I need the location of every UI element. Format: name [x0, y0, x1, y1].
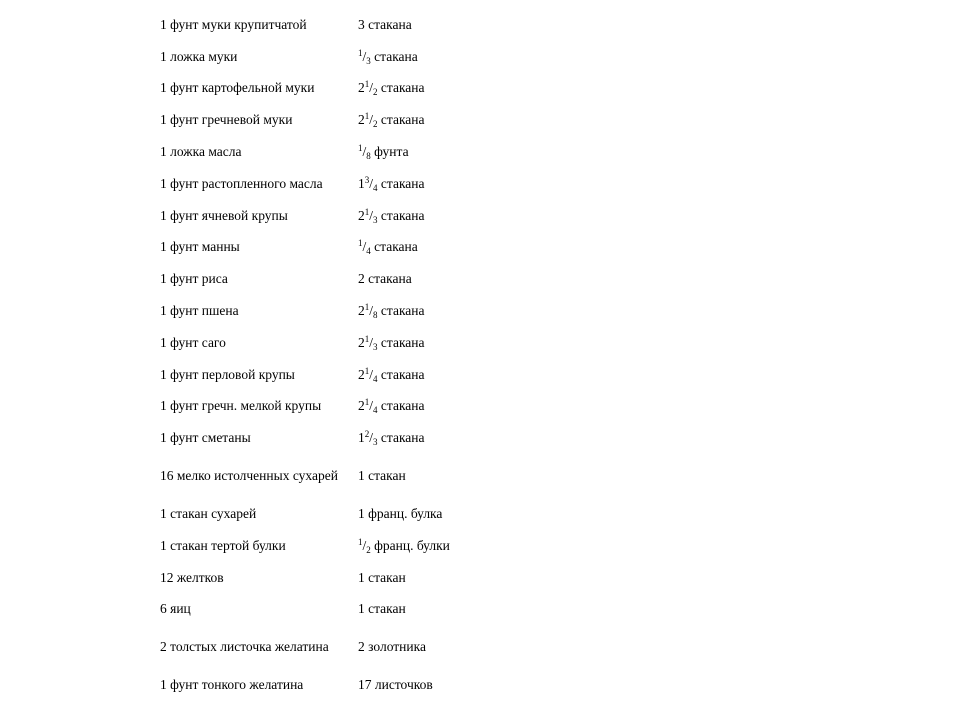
table-row	[156, 200, 476, 232]
amount-numerator: 1	[364, 206, 370, 217]
table-row	[156, 263, 476, 295]
amount-text: стакана	[377, 175, 425, 191]
amount-text: 17 листочков	[358, 677, 433, 693]
table-row	[156, 530, 476, 562]
amount-text: стакана	[377, 207, 425, 223]
amount-numerator: 1	[358, 536, 363, 547]
table-row	[156, 562, 476, 594]
amount-cell	[354, 625, 476, 669]
ingredient-cell: 1 фунт саго	[160, 334, 226, 350]
amount-numerator: 1	[364, 365, 370, 376]
amount-cell	[354, 454, 476, 498]
amount-denominator: 3	[373, 214, 378, 225]
amount-cell	[354, 669, 476, 701]
fraction-slash: /	[362, 48, 367, 64]
amount-cell	[354, 422, 476, 454]
table-row	[156, 168, 476, 200]
fraction-slash: /	[369, 175, 374, 191]
ingredient-cell: 16 мелко истолченных сухарей	[160, 468, 338, 484]
amount-whole: 2	[358, 112, 365, 128]
table-row	[156, 232, 476, 264]
amount-whole: 2	[358, 366, 365, 382]
amount-text: стакана	[370, 239, 418, 255]
table-row	[156, 594, 476, 626]
amount-denominator: 4	[373, 373, 378, 384]
table-row	[156, 454, 476, 498]
amount-cell	[354, 359, 476, 391]
fraction-slash: /	[369, 207, 374, 223]
fraction-slash: /	[369, 80, 374, 96]
table-row	[156, 422, 476, 454]
amount-text: 2 золотника	[358, 639, 426, 655]
ingredient-cell: 1 фунт ячневой крупы	[160, 207, 288, 223]
amount-text: фунта	[370, 144, 409, 160]
amount-text: стакана	[377, 80, 425, 96]
amount-cell	[354, 562, 476, 594]
fraction-slash: /	[362, 537, 367, 553]
table-row	[156, 669, 476, 701]
measures-table	[156, 9, 476, 701]
amount-text: стакана	[377, 303, 425, 319]
amount-denominator: 3	[366, 55, 371, 66]
table-row	[156, 391, 476, 423]
amount-text: 1 стакан	[358, 468, 406, 484]
ingredient-cell: 1 фунт картофельной муки	[160, 80, 315, 96]
amount-whole: 2	[358, 303, 365, 319]
ingredient-cell: 1 ложка масла	[160, 144, 242, 160]
amount-denominator: 4	[373, 405, 378, 416]
amount-cell	[354, 104, 476, 136]
fraction-slash: /	[369, 366, 374, 382]
ingredient-cell: 1 ложка муки	[160, 48, 238, 64]
amount-text: стакана	[377, 334, 425, 350]
table-row	[156, 136, 476, 168]
fraction-slash: /	[369, 398, 374, 414]
amount-text: 1 стакан	[358, 601, 406, 617]
ingredient-cell: 1 фунт гречн. мелкой крупы	[160, 398, 322, 414]
amount-denominator: 2	[373, 87, 378, 98]
amount-cell	[354, 136, 476, 168]
ingredient-cell: 1 фунт тонкого желатина	[160, 677, 304, 693]
amount-text: стакана	[377, 366, 425, 382]
amount-cell	[354, 295, 476, 327]
amount-text: 1 стакан	[358, 569, 406, 585]
amount-denominator: 3	[373, 437, 378, 448]
table-row	[156, 359, 476, 391]
ingredient-cell: 1 стакан тертой булки	[160, 537, 286, 553]
amount-numerator: 1	[364, 111, 370, 122]
fraction-slash: /	[369, 334, 374, 350]
ingredient-cell: 12 желтков	[160, 569, 224, 585]
amount-text: франц. булки	[370, 537, 450, 553]
amount-denominator: 8	[366, 151, 371, 162]
amount-cell	[354, 168, 476, 200]
table-row	[156, 41, 476, 73]
amount-text: стакана	[370, 48, 418, 64]
amount-numerator: 1	[358, 47, 363, 58]
amount-denominator: 2	[366, 544, 371, 555]
fraction-slash: /	[369, 303, 374, 319]
ingredient-cell: 1 фунт сметаны	[160, 430, 251, 446]
ingredient-cell: 1 фунт перловой крупы	[160, 366, 295, 382]
ingredient-cell: 2 толстых листочка желатина	[160, 639, 329, 655]
table-row	[156, 625, 476, 669]
ingredient-cell: 1 фунт гречневой муки	[160, 112, 293, 128]
amount-numerator: 3	[364, 174, 370, 185]
amount-cell	[354, 232, 476, 264]
amount-text: стакана	[377, 398, 425, 414]
measures-table-body	[156, 9, 476, 701]
table-row	[156, 498, 476, 530]
table-row	[156, 73, 476, 105]
amount-whole: 1	[358, 430, 365, 446]
amount-cell	[354, 594, 476, 626]
fraction-slash: /	[369, 112, 374, 128]
amount-text: 3 стакана	[358, 16, 412, 32]
amount-denominator: 4	[366, 246, 371, 257]
amount-cell	[354, 391, 476, 423]
ingredient-cell: 1 стакан сухарей	[160, 506, 257, 522]
amount-whole: 2	[358, 398, 365, 414]
ingredient-cell: 1 фунт растопленного масла	[160, 175, 323, 191]
amount-whole: 2	[358, 207, 365, 223]
ingredient-cell: 1 фунт манны	[160, 239, 240, 255]
amount-cell	[354, 73, 476, 105]
amount-cell	[354, 530, 476, 562]
amount-cell	[354, 9, 476, 41]
amount-denominator: 3	[373, 341, 378, 352]
table-row	[156, 327, 476, 359]
amount-text: стакана	[377, 112, 425, 128]
fraction-slash: /	[362, 239, 367, 255]
amount-text: 1 франц. булка	[358, 506, 443, 522]
amount-whole: 2	[358, 334, 365, 350]
table-row	[156, 295, 476, 327]
amount-whole: 2	[358, 80, 365, 96]
amount-cell	[354, 263, 476, 295]
amount-numerator: 1	[358, 143, 363, 154]
amount-text: стакана	[377, 430, 425, 446]
fraction-slash: /	[362, 144, 367, 160]
amount-whole: 1	[358, 175, 365, 191]
amount-text: 2 стакана	[358, 271, 412, 287]
amount-denominator: 2	[373, 119, 378, 130]
ingredient-cell: 6 яиц	[160, 601, 191, 617]
table-row	[156, 104, 476, 136]
ingredient-cell: 1 фунт пшена	[160, 303, 239, 319]
amount-numerator: 1	[364, 397, 370, 408]
amount-cell	[354, 41, 476, 73]
amount-numerator: 1	[364, 79, 370, 90]
amount-numerator: 1	[364, 302, 370, 313]
table-row	[156, 9, 476, 41]
amount-denominator: 8	[373, 310, 378, 321]
ingredient-cell: 1 фунт риса	[160, 271, 228, 287]
amount-numerator: 2	[364, 429, 370, 440]
amount-cell	[354, 200, 476, 232]
amount-cell	[354, 498, 476, 530]
amount-numerator: 1	[358, 238, 363, 249]
amount-cell	[354, 327, 476, 359]
ingredient-cell: 1 фунт муки крупитчатой	[160, 16, 307, 32]
amount-denominator: 4	[373, 182, 378, 193]
fraction-slash: /	[369, 430, 374, 446]
amount-numerator: 1	[364, 333, 370, 344]
